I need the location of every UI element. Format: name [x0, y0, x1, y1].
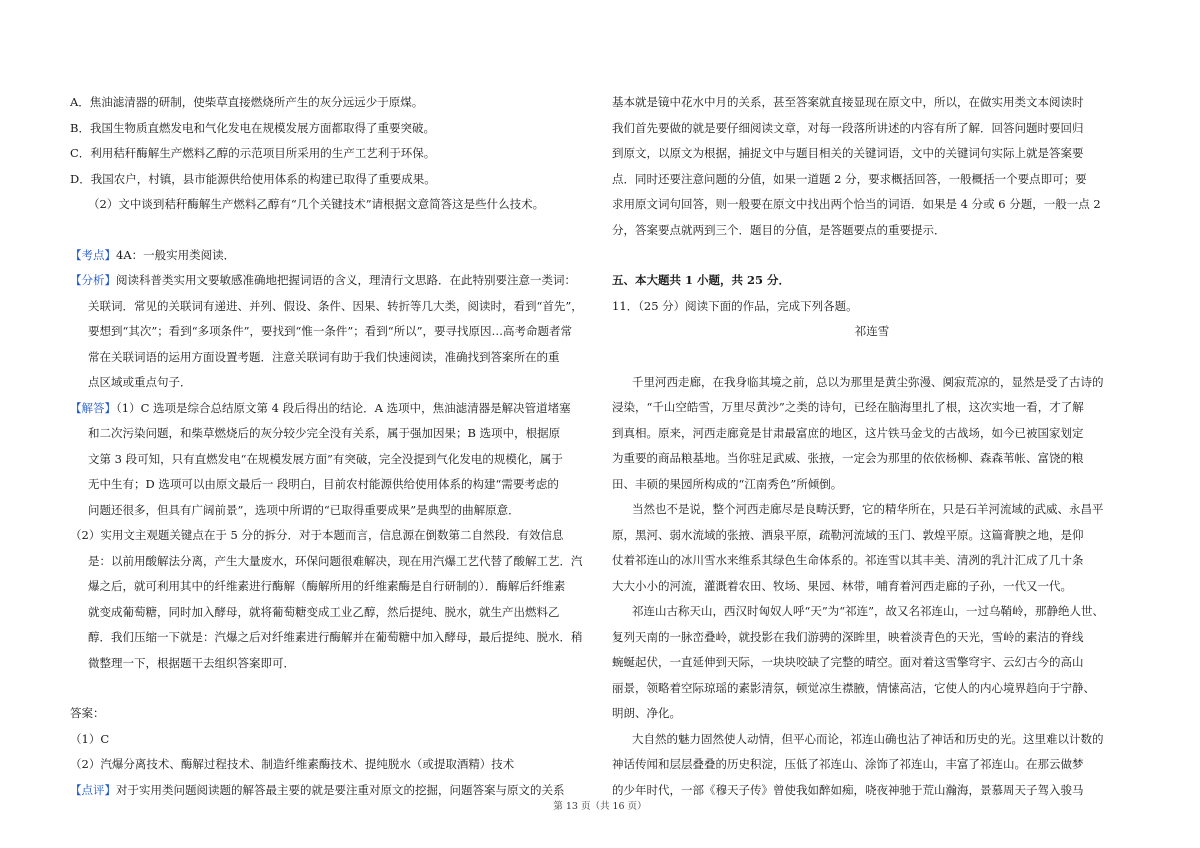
para-3-line-3: 蜿蜒起伏，一直延伸到天际，一块块咬缺了完整的晴空。面对着这雪擎穹宇、云幻古今的高山: [612, 655, 1084, 669]
para-1-line-2: 浸染，“千山空皓雪，万里尽黄沙”之类的诗句，已经在脑海里扎了根，这次实地一看，才了解: [612, 400, 1084, 414]
para-3-line-2: 复列天南的一脉峦叠岭，就投影在我们游骋的深眸里，映着淡青色的天光，雪岭的素洁的脊线: [612, 629, 1084, 644]
answer-1: （1）C: [70, 731, 110, 746]
para-2-line-2: 原，黑河、弱水流域的张掖、酒泉平原，疏勒河流域的玉门、敦煌平原。这篇膏腴之地，是仰: [612, 527, 1084, 542]
jieda-line-5: 问题还很多，但具有广阔前景”，选项中所谓的“已取得重要成果”是典型的曲解原意．: [88, 502, 520, 517]
para-2-line-3: 仗着祁连山的冰川雪水来维系其绿色生命体系的。祁连雪以其丰美、清冽的乳汁汇成了几十条: [612, 553, 1084, 567]
spacer: [70, 218, 590, 243]
para-3-line-1: 祁连山古称天山，西汉时匈奴人呼“天”为“祁连”，故又名祁连山，一过乌鞘岭，那静绝人世、: [632, 604, 1105, 618]
jieda2-line-2: 是：以前用酸解法分离，产生大量废水，环保问题很难解决，现在用汽爆工艺代替了酸解工艺．汽: [88, 553, 583, 568]
spacer: [612, 345, 1132, 370]
passage-title: 祁连雪: [854, 324, 890, 338]
fenxi-text: 阅读科普类实用文要敏感准确地把握词语的含义，理清行文思路．在此特别要注意一类词：: [116, 273, 576, 287]
jieda-line-3: 文第 3 段可知，只有直燃发电“在规模发展方面”有突破，完全没提到气化发电的规模化，属于: [88, 451, 563, 466]
cont-line-2: 我们首先要做的就是要仔细阅读文章，对每一段落所讲述的内容有所了解．回答问题时要回归: [612, 120, 1084, 135]
kaodian-line: [70, 243, 590, 269]
cont-line-6: 分，答案要点就两到三个．题目的分值，是答题要点的重要提示．: [612, 222, 946, 237]
para-3-line-4: 丽景，领略着空际琼瑶的素影清氛，顿觉凉生襟腋，情愫高洁，它使人的内心境界趋向于宁静、: [612, 680, 1095, 695]
fenxi-line-5: 点区域或重点句子．: [88, 375, 192, 389]
question-11: 11．（25 分）阅读下面的作品，完成下列各题。: [612, 298, 858, 313]
option-b: B．我国生物质直燃发电和气化发电在规模发展方面都取得了重要突破。: [70, 120, 435, 135]
spacer: [612, 243, 1132, 268]
answer-label: 答案：: [70, 706, 105, 720]
cont-line-4: 点．同时还要注意问题的分值，如果一道题 2 分，要求概括回答，一般概括一个要点即可；要: [612, 171, 1087, 186]
jieda-line-2: 和二次污染问题，和柴草燃烧后的灰分较少完全没有关系，属于强加因果；B 选项中，根据原: [88, 426, 561, 440]
para-1-line-4: 为重要的商品粮基地。当你驻足武威、张掖，一定会为那里的依依杨柳、森森苇帐、富饶的粮: [612, 451, 1084, 465]
para-2-line-1: 当然也不是说，整个河西走廊尽是良畴沃野，它的精华所在，只是石羊河流域的武威、永昌平: [632, 502, 1104, 516]
right-column: [612, 90, 1132, 803]
cont-line-5: 求用原文词句回答，则一般要在原文中找出两个恰当的词语．如果是 4 分或 6 分题，一般一点 2: [612, 197, 1101, 211]
jieda-label: 【解答】: [70, 400, 116, 415]
para-1-line-5: 田、丰硕的果园所构成的“江南秀色”所倾倒。: [612, 476, 843, 491]
jieda2-line-3: 爆之后，就可利用其中的纤维素进行酶解（酶解所用的纤维素酶是自行研制的）．酶解后纤维素: [88, 579, 566, 593]
jieda-line-4: 无中生有；D 选项可以由原文最后一 段明白，目前农村能源供给使用体系的构建“需要考虑的: [88, 477, 559, 491]
fenxi-line-2: 关联词．常见的关联词有递进、并列、假设、条件、因果、转折等几大类，阅读时，看到“首先”，: [88, 298, 583, 313]
section-heading: 五、本大题共 1 小题，共 25 分．: [612, 273, 791, 287]
fenxi-line: [70, 268, 590, 294]
jieda2-line: （2）实用文主观题关键点在于 5 分的拆分．对于本题而言，信息源在倒数第二自然段．有效信息: [70, 528, 564, 542]
answer-2: （2）汽爆分离技术、酶解过程技术、制造纤维素酶技术、提纯脱水（或提取酒精）技术: [70, 757, 515, 771]
fenxi-line-4: 常在关联词语的运用方面设置考题．注意关联词有助于我们快速阅读，准确找到答案所在的重: [88, 349, 560, 364]
jieda2-line-6: 微整理一下，根据题干去组织答案即可．: [88, 655, 295, 670]
fenxi-line-3: 要想到“其次”；看到“多项条件”，要找到“惟一条件”；看到“所以”，要寻找原因…高考命题者常: [88, 324, 573, 338]
option-d: D．我国农户，村镇，县市能源供给使用体系的构建已取得了重要成果。: [70, 171, 436, 186]
para-4-line-1: 大自然的魅力固然使人动情，但平心而论，祁连山确也沾了神话和历史的光。这里难以计数的: [632, 731, 1104, 746]
para-1-line-3: 到真相。原来，河西走廊竟是甘肃最富庶的地区，这片铁马金戈的古战场，如今已被国家划定: [612, 425, 1084, 440]
para-4-line-3: 的少年时代，一部《穆天子传》曾使我如醉如痴，哓夜神驰于荒山瀚海，景慕周天子驾入骏马: [612, 782, 1084, 797]
jieda2-line-5: 醇．我们压缩一下就是：汽爆之后对纤维素进行酶解并在葡萄糖中加入酵母，最后提纯、脱水．稍: [88, 630, 583, 644]
cont-line-3: 到原文，以原文为根据，捕捉文中与题目相关的关键词语，文中的关键词句实际上就是答案要: [612, 146, 1084, 160]
option-c: C．利用秸秆酶解生产燃料乙醇的示范项目所采用的生产工艺利于环保。: [70, 146, 436, 160]
question-2: （2）文中谈到秸秆酶解生产燃料乙醇有“几个关键技术”请根据文意简答这是些什么技术。: [88, 197, 545, 211]
fenxi-label: 【分析】: [70, 273, 116, 287]
dianping-label: 【点评】: [70, 782, 116, 797]
cont-line-1: 基本就是镜中花水中月的关系，甚至答案就直接显现在原文中，所以，在做实用类文本阅读时: [612, 95, 1084, 109]
option-a: A．焦油滤清器的研制，使柴草直接燃烧所产生的灰分远远少于原煤。: [70, 95, 424, 109]
spacer: [70, 676, 590, 701]
para-2-line-4: 大大小小的河流，灌溉着农田、牧场、果园、林带，哺育着河西走廊的子孙，一代又一代。: [612, 578, 1072, 593]
jieda2-line-4: 就变成葡萄糖，同时加入酵母，就将葡萄糖变成工业乙醇，然后提纯、脱水，就生产出燃料乙: [88, 604, 560, 619]
kaodian-label: 【考点】: [70, 247, 116, 262]
jieda-text: （1）C 选项是综合总结原文第 4 段后得出的结论．A 选项中，焦油滤清器是解决管道堵塞: [116, 400, 571, 415]
kaodian-text: 4A：一般实用类阅读．: [116, 247, 236, 262]
jieda-line: [70, 396, 590, 422]
para-3-line-5: 明朗、净化。: [612, 706, 681, 720]
dianping-text: 对于实用类问题阅读题的解答最主要的就是要注重对原文的挖掘，问题答案与原文的关系: [116, 782, 565, 797]
page-footer: 第 13 页（共 16 页）: [553, 801, 647, 812]
para-4-line-2: 神话传闻和层层叠叠的历史积淀，压低了祁连山、涂饰了祁连山，丰富了祁连山。在那云做梦: [612, 757, 1084, 771]
left-column: [70, 90, 590, 803]
para-1-line-1: 千里河西走廊，在我身临其境之前，总以为那里是黄尘弥漫、阒寂荒凉的，显然是受了古诗的: [632, 374, 1104, 389]
